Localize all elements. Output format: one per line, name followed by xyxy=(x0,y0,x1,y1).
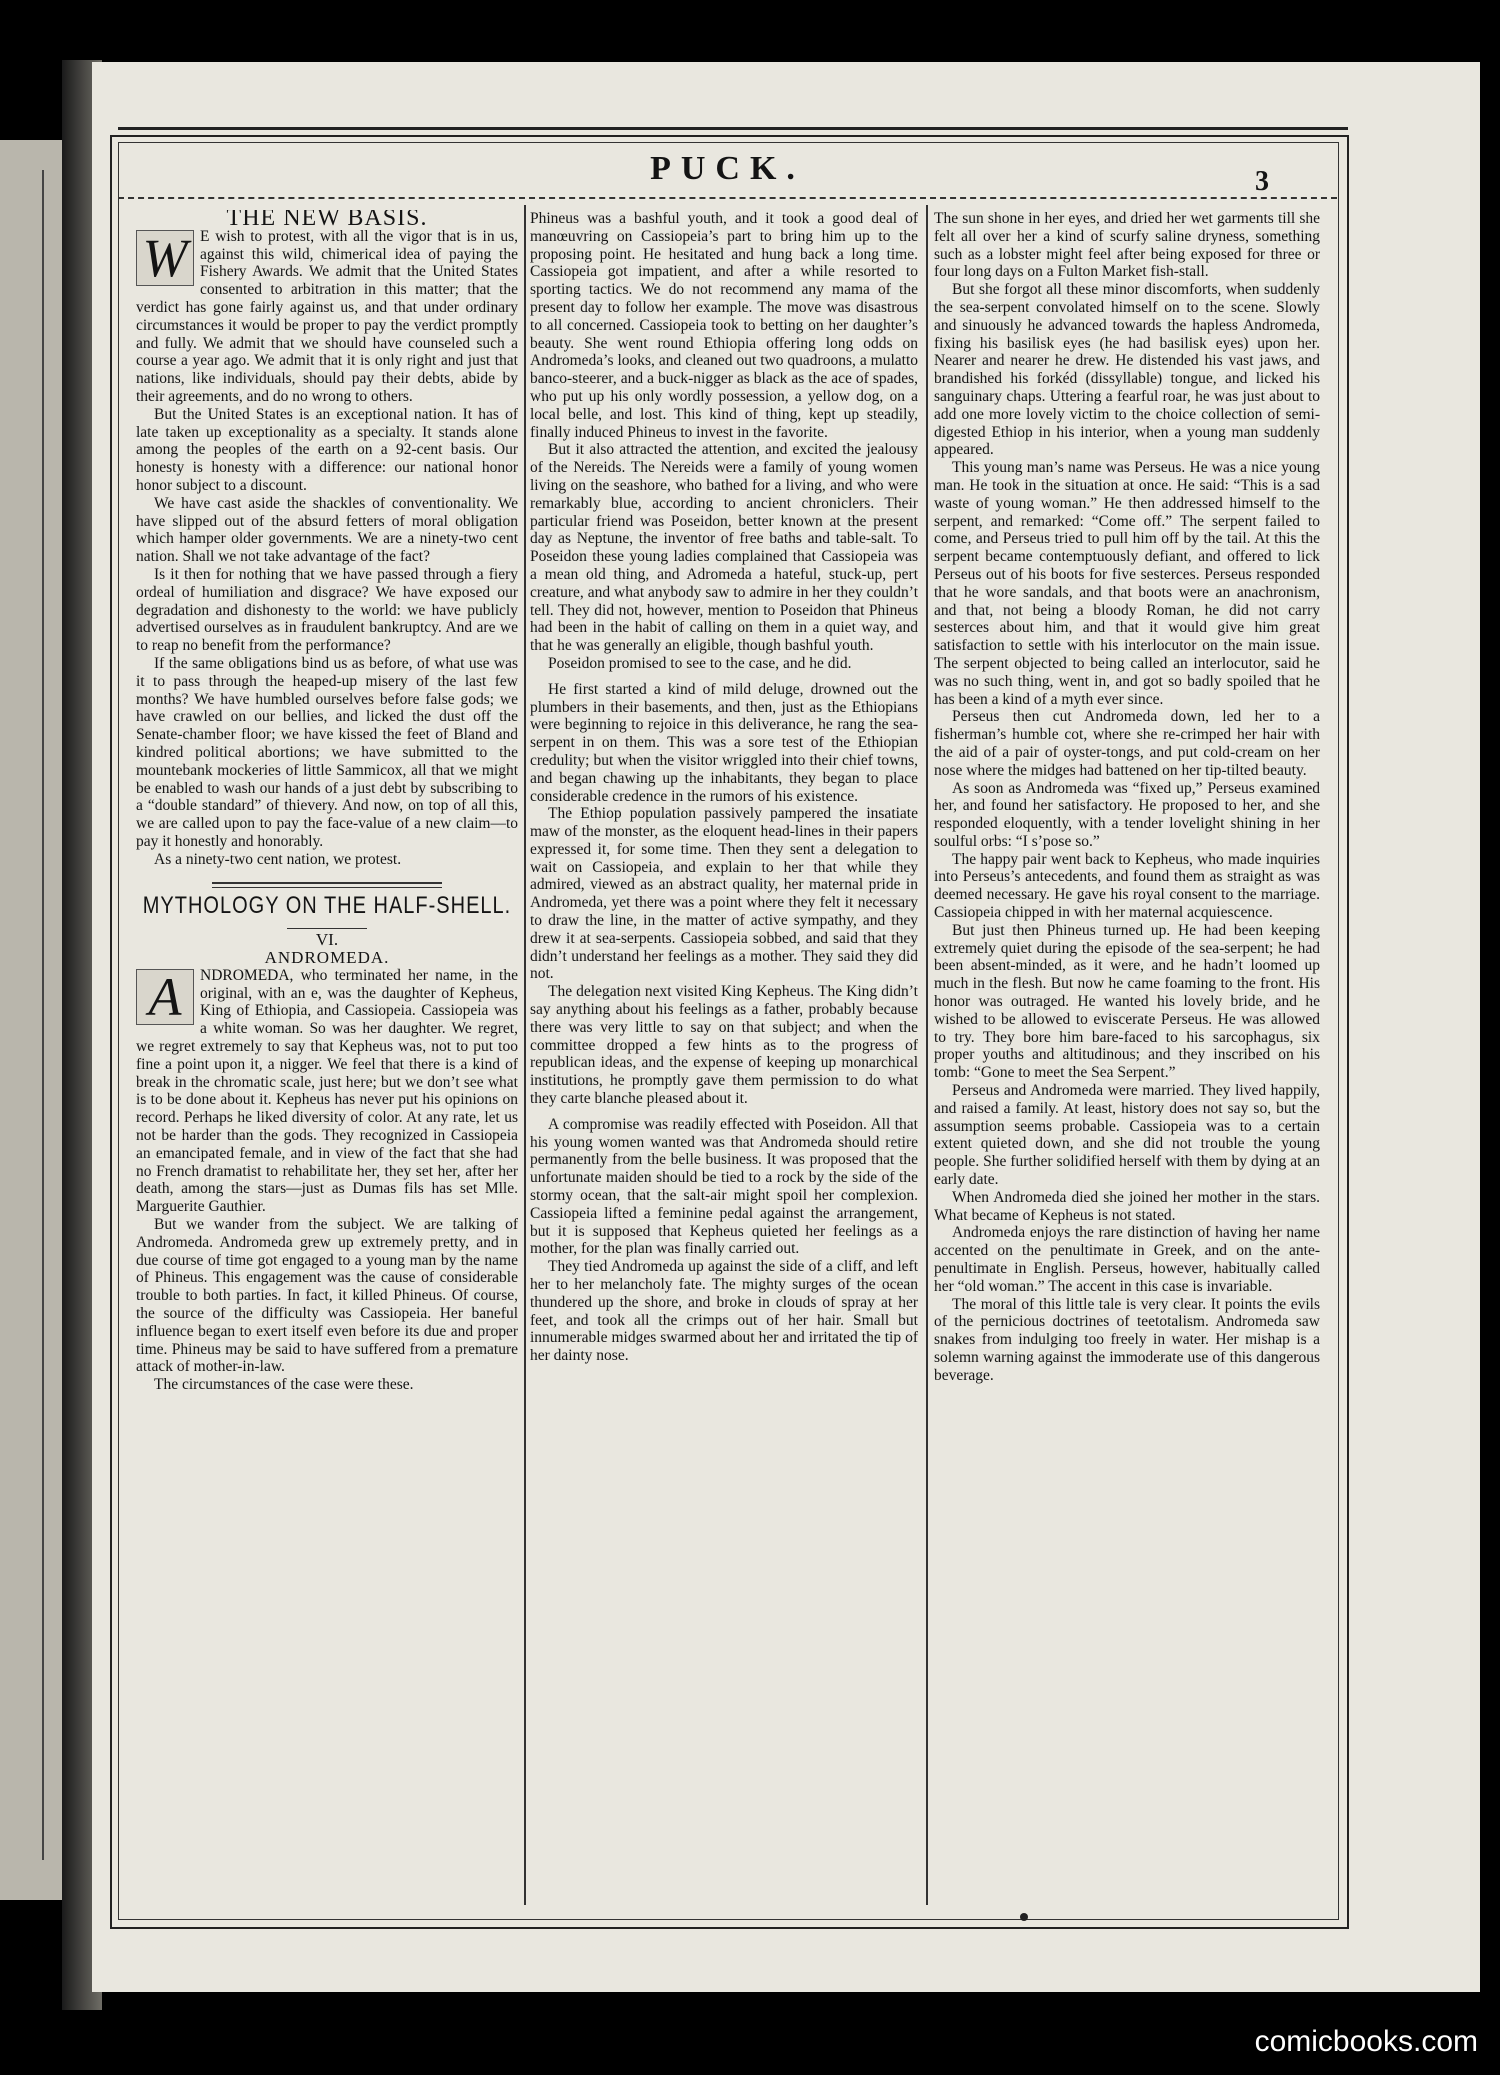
article2-paragraph: The delegation next visited King Kepheus. The King didn’t say anything about his feelings as a father, probably because there was very little to say on that subject; and when the committee dropped a few hints as to the progress of republican ideas, and the expense of keeping up monarchical institutions, he promptly gave them permission to do what they carte blanche pleased about it. xyxy=(530,983,918,1108)
section-divider xyxy=(212,882,442,888)
article-title-mythology: MYTHOLOGY ON THE HALF-SHELL. xyxy=(142,893,512,920)
masthead-title: PUCK. xyxy=(650,150,805,187)
article1-paragraph: As a ninety-two cent nation, we protest. xyxy=(154,850,402,868)
article2-paragraph xyxy=(136,967,518,1216)
article2-paragraph: When Andromeda died she joined her mother in the stars. What became of Kepheus is not stated. xyxy=(934,1188,1320,1224)
article2-paragraph: The circumstances of the case were these. xyxy=(154,1376,414,1394)
article2-paragraph: But just then Phineus turned up. He had been keeping extremely quiet during the episode of the sea-serpent; he had been absent-minded, as it were, and he hadn’t loomed up much in the flesh. But now he came foaming to the front. His honor was outraged. He wanted his lovely bride, and he wished to be allowed to eviscerate Perseus. He was allowed to try. They bore him bare-faced to his sarcophagus, six proper youths and altitudinous; and they inscribed on his tomb: “Gone to meet the Sea Serpent.” xyxy=(934,921,1320,1082)
article1-paragraph: Is it then for nothing that we have passed through a fiery ordeal of humiliation and disgrace? We have exposed our degradation and dishonesty to the world: we have publicly advertised ourselves as in fraudulent bankruptcy. And are we to reap no benefit from the performance? xyxy=(136,565,518,655)
article1-text: E wish to protest, with all the vigor that is in us, against this wild, chimerical idea of paying the Fishery Awards. We admit that the United States consented to arbitration in this matter; that the verdict has gone fairly against us, and that under ordinary circumstances it would be proper to pay the verdict promptly and fully. We admit that we should have counseled such a course a year ago. We admit that it is only right and just that nations, like individuals, should pay their debts, abide by their agreements, and do no wrong to others. xyxy=(136,227,518,405)
article2-paragraph: Andromeda enjoys the rare distinction of having her name accented on the penultimate in Greek, and on the ante-penultimate in English. Perseus, however, habitually called her “old woman.” The accent in this case is invariable. xyxy=(934,1224,1320,1295)
article2-paragraph: Poseidon promised to see to the case, and he did. xyxy=(548,654,852,672)
article2-paragraph: The sun shone in her eyes, and dried her wet garments till she felt all over her a kind of scurfy saline dryness, something such as a lobster might feel after being exposed for three or four long days on a Fulton Market fish-stall. xyxy=(934,210,1320,281)
article2-paragraph: But it also attracted the attention, and excited the jealousy of the Nereids. The Nereids were a family of young women living on the seashore, who bathed for a living, and who were remarkably blue, according to ancient chroniclers. Their particular friend was Poseidon, better known at the present day as Neptune, the inventor of free baths and table-salt. To Poseidon these young ladies complained that Cassiopeia was a mean old thing, and Adromeda a hateful, stuck-up, pert creature, and what anybody saw to admire in her they couldn’t tell. They did not, however, mention to Poseidon that Phineus had been in the habit of calling on them in a quiet way, and that he was generally an eligible, though bashful youth. xyxy=(530,441,918,655)
article2-paragraph: This young man’s name was Perseus. He was a nice young man. He took in the situation at once. He said: “This is a sad waste of young woman.” He then addressed himself to the serpent, and remarked: “Come off.” The serpent failed to come, and Perseus tried to pull him off by the tail. At this the serpent became contemptuously defiant, and offered to lick Perseus out of his boots for five sesterces. Perseus responded that he wore sandals, and that boots were an anachronism, and that, not being a bloody Roman, he did not carry sesterces about him, and that it would give him great satisfaction to settle with his interlocutor on the main issue. The serpent objected to being called an interlocutor, said he was no such thing, went in, and got so badly spoiled that he has been a kind of a myth ever since. xyxy=(934,459,1320,708)
dropcap-a: A xyxy=(136,969,194,1025)
article1-paragraph: We have cast aside the shackles of conventionality. We have slipped out of the absurd fetters of moral obligation which hamper older governments. We are a ninety-two cent nation. Shall we not take advantage of the fact? xyxy=(136,494,518,566)
footer-ornament xyxy=(1020,1913,1028,1921)
column-1 xyxy=(136,210,518,1890)
installment-number: VI. xyxy=(315,930,339,950)
article2-paragraph: Phineus was a bashful youth, and it took a good deal of manœuvring on Cassiopeia’s part to bring him up to the proposing point. He hesitated and hung back a long time. Cassiopeia got impatient, and after a while resorted to sporting tactics. We do not recommend any mama of the present day to follow her example. The move was disastrous to all concerned. Cassiopeia took to betting on her daughter’s beauty. She went round Ethiopia offering long odds on Andromeda’s looks, and cleaned out two quadroons, a mulatto banco-steerer, and a buck-nigger as black as the ace of spades, who put up his only wordly possession, a yellow dog, on a local belle, and lost. This kind of thing, kept up steadily, finally induced Phineus to invest in the favorite. xyxy=(530,210,918,441)
article2-paragraph: The Ethiop population passively pampered the insatiate maw of the monster, as the eloquent head-lines in their papers expressed it, for some time. Then they sent a delegation to wait on Cassiopeia, and explain to her that while they admired, viewed as an abstract quality, her maternal pride in Andromeda, yet there was a point where they felt it necessary to draw the line, in the matter of active sympathy, and they drew it at sea-serpents. Cassiopeia sobbed, and said that they didn’t understand her feelings as a mother. They said they did not. xyxy=(530,805,918,983)
article2-paragraph: The happy pair went back to Kepheus, who made inquiries into Perseus’s antecedents, and found them as straight as was deemed necessary. He gave his royal consent to the marriage. Cassiopeia chipped in with her maternal acquiescence. xyxy=(934,850,1320,922)
facing-page-border xyxy=(42,170,44,1860)
column-rule-2 xyxy=(926,205,928,1905)
column-2 xyxy=(530,210,918,1890)
article2-paragraph: The moral of this little tale is very clear. It points the evils of the pernicious doctrines of teetotalism. Andromeda saw snakes from indulging too freely in water. Her mishap is a solemn warning against the immoderate use of this dangerous beverage. xyxy=(934,1295,1320,1384)
article-title-new-basis: THE NEW BASIS. xyxy=(226,210,428,231)
article2-paragraph: Perseus and Andromeda were married. They lived happily, and raised a family. At least, history does not say so, but the assumption seems probable. Cassiopeia was to a certain extent quieted down, and she did not trouble the young people. She further solidified herself with them by dying at an early date. xyxy=(934,1082,1320,1189)
article2-text: NDROMEDA, who terminated her name, in the original, with an e, was the daughter of Kepheus, King of Ethiopia, and Cassiopeia. Cassiopeia was a white woman. So was her daughter. We regret, we regret extremely to say that Kepheus was, not to put too fine a point upon it, a nigger. We feel that there is a kind of break in the chromatic scale, just here; but we don’t see what is to be done about it. Kepheus has never put his opinions on record. Perhaps he liked diversity of color. At any rate, let us not be harder than the gods. They recognized in Cassiopeia an emancipated female, and in view of the fact that she had no French dramatist to rehabilitate her, they set her, after her death, among the stars—just as Dumas fils has set Mlle. Marguerite Gauthier. xyxy=(136,966,518,1216)
article2-paragraph: He first started a kind of mild deluge, drowned out the plumbers in their basements, and then, just as the Ethiopians were beginning to rejoice in this deliverance, he rang the sea-serpent in on them. This was a sore test of the Ethiopian credulity; but when the visitor wriggled into their chief towns, and began chawing up the inhabitants, they began to place considerable credence in the rumors of his existence. xyxy=(530,680,918,805)
article2-paragraph: They tied Andromeda up against the side of a cliff, and left her to her melancholy fate. The mighty surges of the ocean thundered up the shore, and broke in clouds of spray at her feet, and took all the crimps out of her hair. Small but innumerable midges swarmed about her and irritated the tip of her dainty nose. xyxy=(530,1258,918,1365)
article2-paragraph: Perseus then cut Andromeda down, led her to a fisherman’s humble cot, where she re-crimped her hair with the aid of a pair of oyster-tongs, and put cold-cream on her nose where the midges had battened on her tip-tilted beauty. xyxy=(934,708,1320,779)
dropcap-w: W xyxy=(136,230,194,286)
article1-paragraph xyxy=(136,228,518,406)
facing-page-edge xyxy=(0,140,65,1900)
article1-paragraph: But the United States is an exceptional nation. It has of late taken up exceptionality as a specialty. It stands alone among the peoples of the earth on a 92-cent basis. Our honesty is honesty with a difference: our national honor honor subject to a discount. xyxy=(136,405,518,494)
article2-paragraph: As soon as Andromeda was “fixed up,” Perseus examined her, and found her satisfactory. He proposed to her, and she responded eloquently, with a tender lovelight shining in her soulful orbs: “I s’pose so.” xyxy=(934,779,1320,850)
article2-paragraph: A compromise was readily effected with Poseidon. All that his young women wanted was that Andromeda should retire permanently from the belle business. It was proposed that the unfortunate maiden should be tied to a rock by the side of the stormy ocean, that the salt-air might spoil her complexion. Cassiopeia lifted a feminine pedal against the arrangement, but it is supposed that Kepheus quieted her feelings as a mother, for the plan was finally carried out. xyxy=(530,1115,918,1258)
title-divider xyxy=(287,928,367,929)
article2-paragraph: But she forgot all these minor discomforts, when suddenly the sea-serpent convolated himself on to the scene. Slowly and sinuously he advanced towards the hapless Andromeda, fixing his basilisk eyes (he had basilisk eyes) upon her. Nearer and nearer he drew. He distended his vast jaws, and brandished his forkéd (dissyllable) tongue, and licked his sanguinary chaps. Uttering a fearful roar, he was just about to add one more lovely victim to the choice collection of semi-digested Ethiop in his interior, when a young man suddenly appeared. xyxy=(934,281,1320,459)
article2-paragraph: But we wander from the subject. We are talking of Andromeda. Andromeda grew up extremely pretty, and in due course of time got engaged to a young man by the name of Phineus. This engagement was the cause of considerable trouble to both parties. In fact, it killed Phineus. Of course, the source of the difficulty was Cassiopeia. Her baneful influence began to exert itself even before its due and proper time. Phineus may be said to have suffered from a premature attack of mother-in-law. xyxy=(136,1216,518,1376)
masthead-rule xyxy=(118,197,1337,199)
article1-paragraph: If the same obligations bind us as before, of what use was it to pass through the heaped-up misery of the last few months? We have humbled ourselves before false gods; we have crawled on our bellies, and licked the dust off the Senate-chamber floor; we have kissed the feet of Bland and kindred political abortions; we have submitted to the mountebank mockeries of little Sammicox, all that we might be enabled to wash our hands of a just debt by subscribing to a “double standard” of thievery. And now, on top of all this, we are called upon to pay the face-value of a new claim—to pay it honestly and honorably. xyxy=(136,654,518,850)
page-number: 3 xyxy=(1255,166,1269,197)
column-3 xyxy=(934,210,1320,1890)
article-subtitle: ANDROMEDA. xyxy=(264,948,390,968)
column-rule-1 xyxy=(524,205,526,1905)
top-rule xyxy=(118,127,1348,130)
watermark: comicbooks.com xyxy=(1254,2025,1478,2058)
